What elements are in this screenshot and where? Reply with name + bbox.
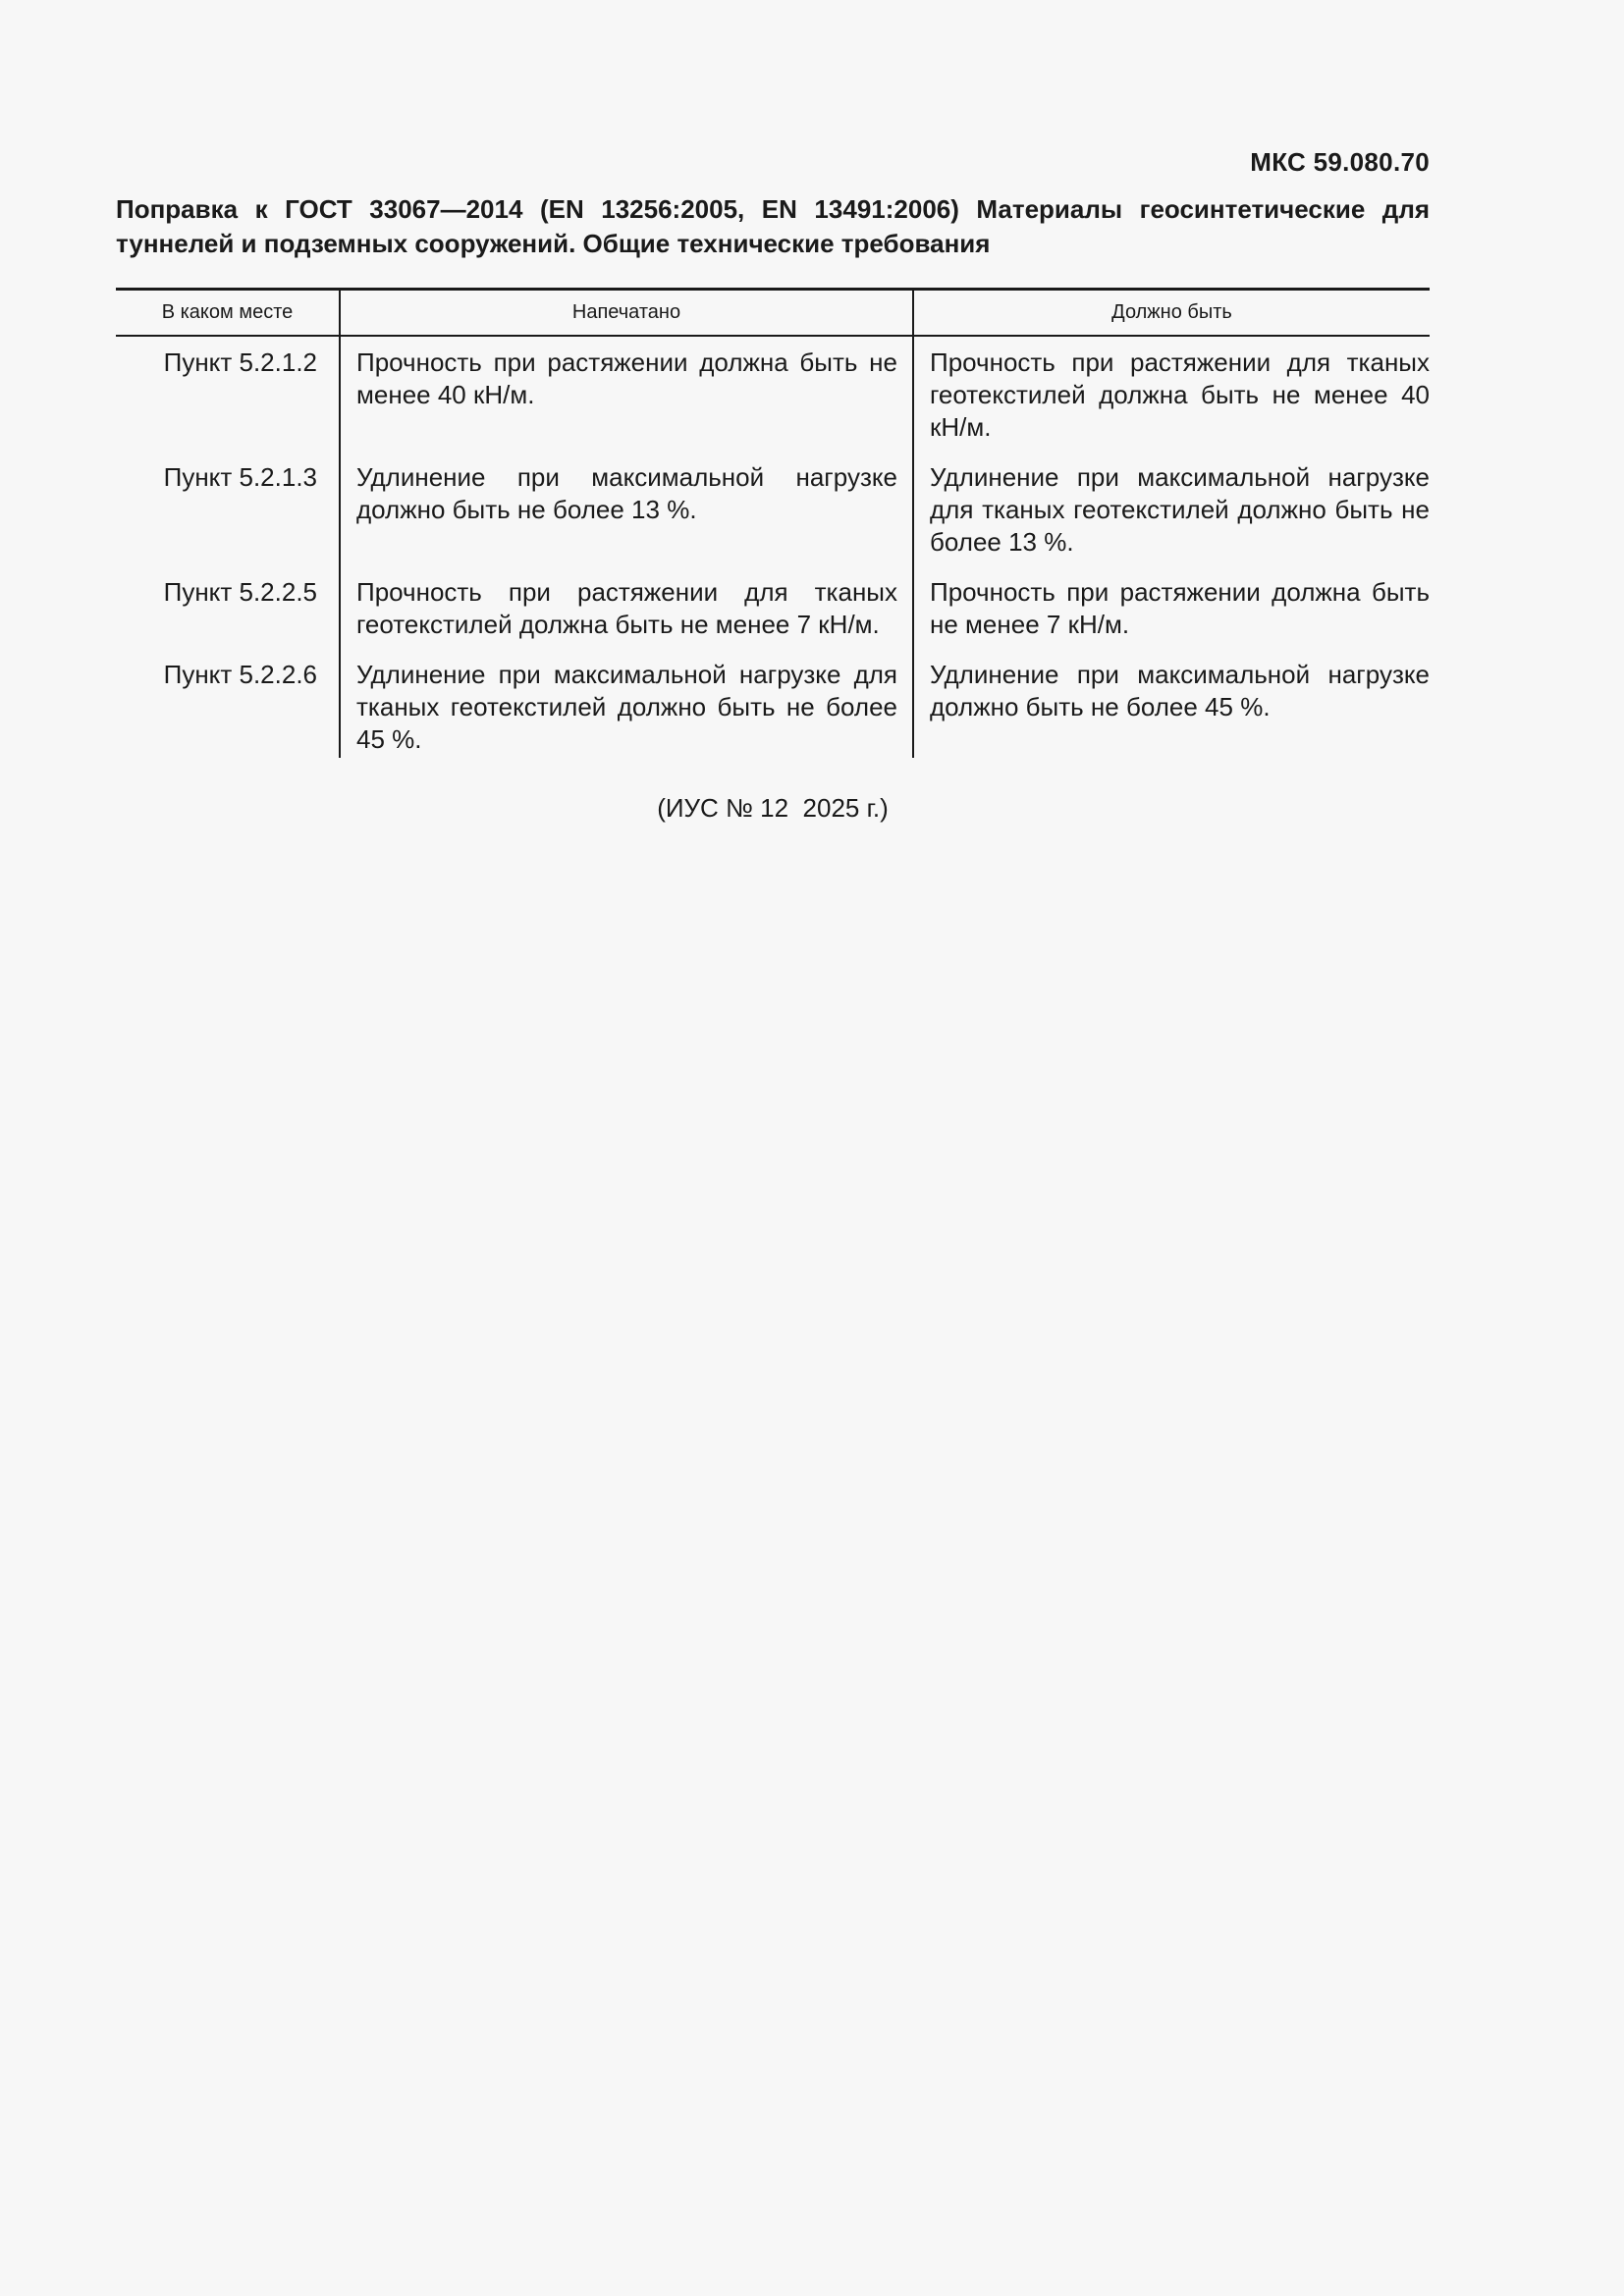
column-header-place: В каком месте [116, 290, 340, 337]
cell-should-be: Удлинение при максимальной нагрузке должно быть не более 45 %. [930, 660, 1430, 721]
cell-printed: Прочность при растяжении для тканых геотекстилей должна быть не менее 7 кН/м. [340, 576, 913, 659]
cell-place: Пункт 5.2.1.3 [116, 461, 340, 576]
cell-printed: Удлинение при максимальной нагрузке должно быть не более 13 %. [340, 461, 913, 576]
column-header-printed: Напечатано [340, 290, 913, 337]
cell-should-be: Удлинение при максимальной нагрузке для тканых геотекстилей должно быть не более 13 %. [930, 462, 1430, 557]
cell-should-be: Прочность при растяжении для тканых геотекстилей должна быть не менее 40 кН/м. [930, 347, 1430, 442]
table-header-row [116, 290, 1430, 337]
table-row [116, 576, 1430, 659]
table-row [116, 336, 1430, 461]
amendment-table [116, 288, 1430, 758]
cell-should-be: Прочность при растяжении должна быть не менее 7 кН/м. [930, 577, 1430, 639]
cell-place: Пункт 5.2.2.6 [116, 659, 340, 758]
table-row [116, 659, 1430, 758]
table-row [116, 461, 1430, 576]
cell-place: Пункт 5.2.2.5 [116, 576, 340, 659]
cell-printed: Прочность при растяжении должна быть не менее 40 кН/м. [340, 336, 913, 461]
document-title: Поправка к ГОСТ 33067—2014 (EN 13256:2005, EN 13491:2006) Материалы геосинтетические для туннелей и подземных сооружений. Общие технические требования [116, 194, 1430, 258]
table-body [116, 336, 1430, 758]
column-header-should-be: Должно быть [913, 290, 1430, 337]
table-header [116, 290, 1430, 337]
cell-place: Пункт 5.2.1.2 [116, 336, 340, 461]
cell-printed: Удлинение при максимальной нагрузке для тканых геотекстилей должно быть не более 45 %. [340, 659, 913, 758]
ius-reference: (ИУС № 12 2025 г.) [657, 793, 889, 823]
mks-code: МКС 59.080.70 [1250, 147, 1430, 177]
amendment-table-wrap [116, 288, 1430, 758]
